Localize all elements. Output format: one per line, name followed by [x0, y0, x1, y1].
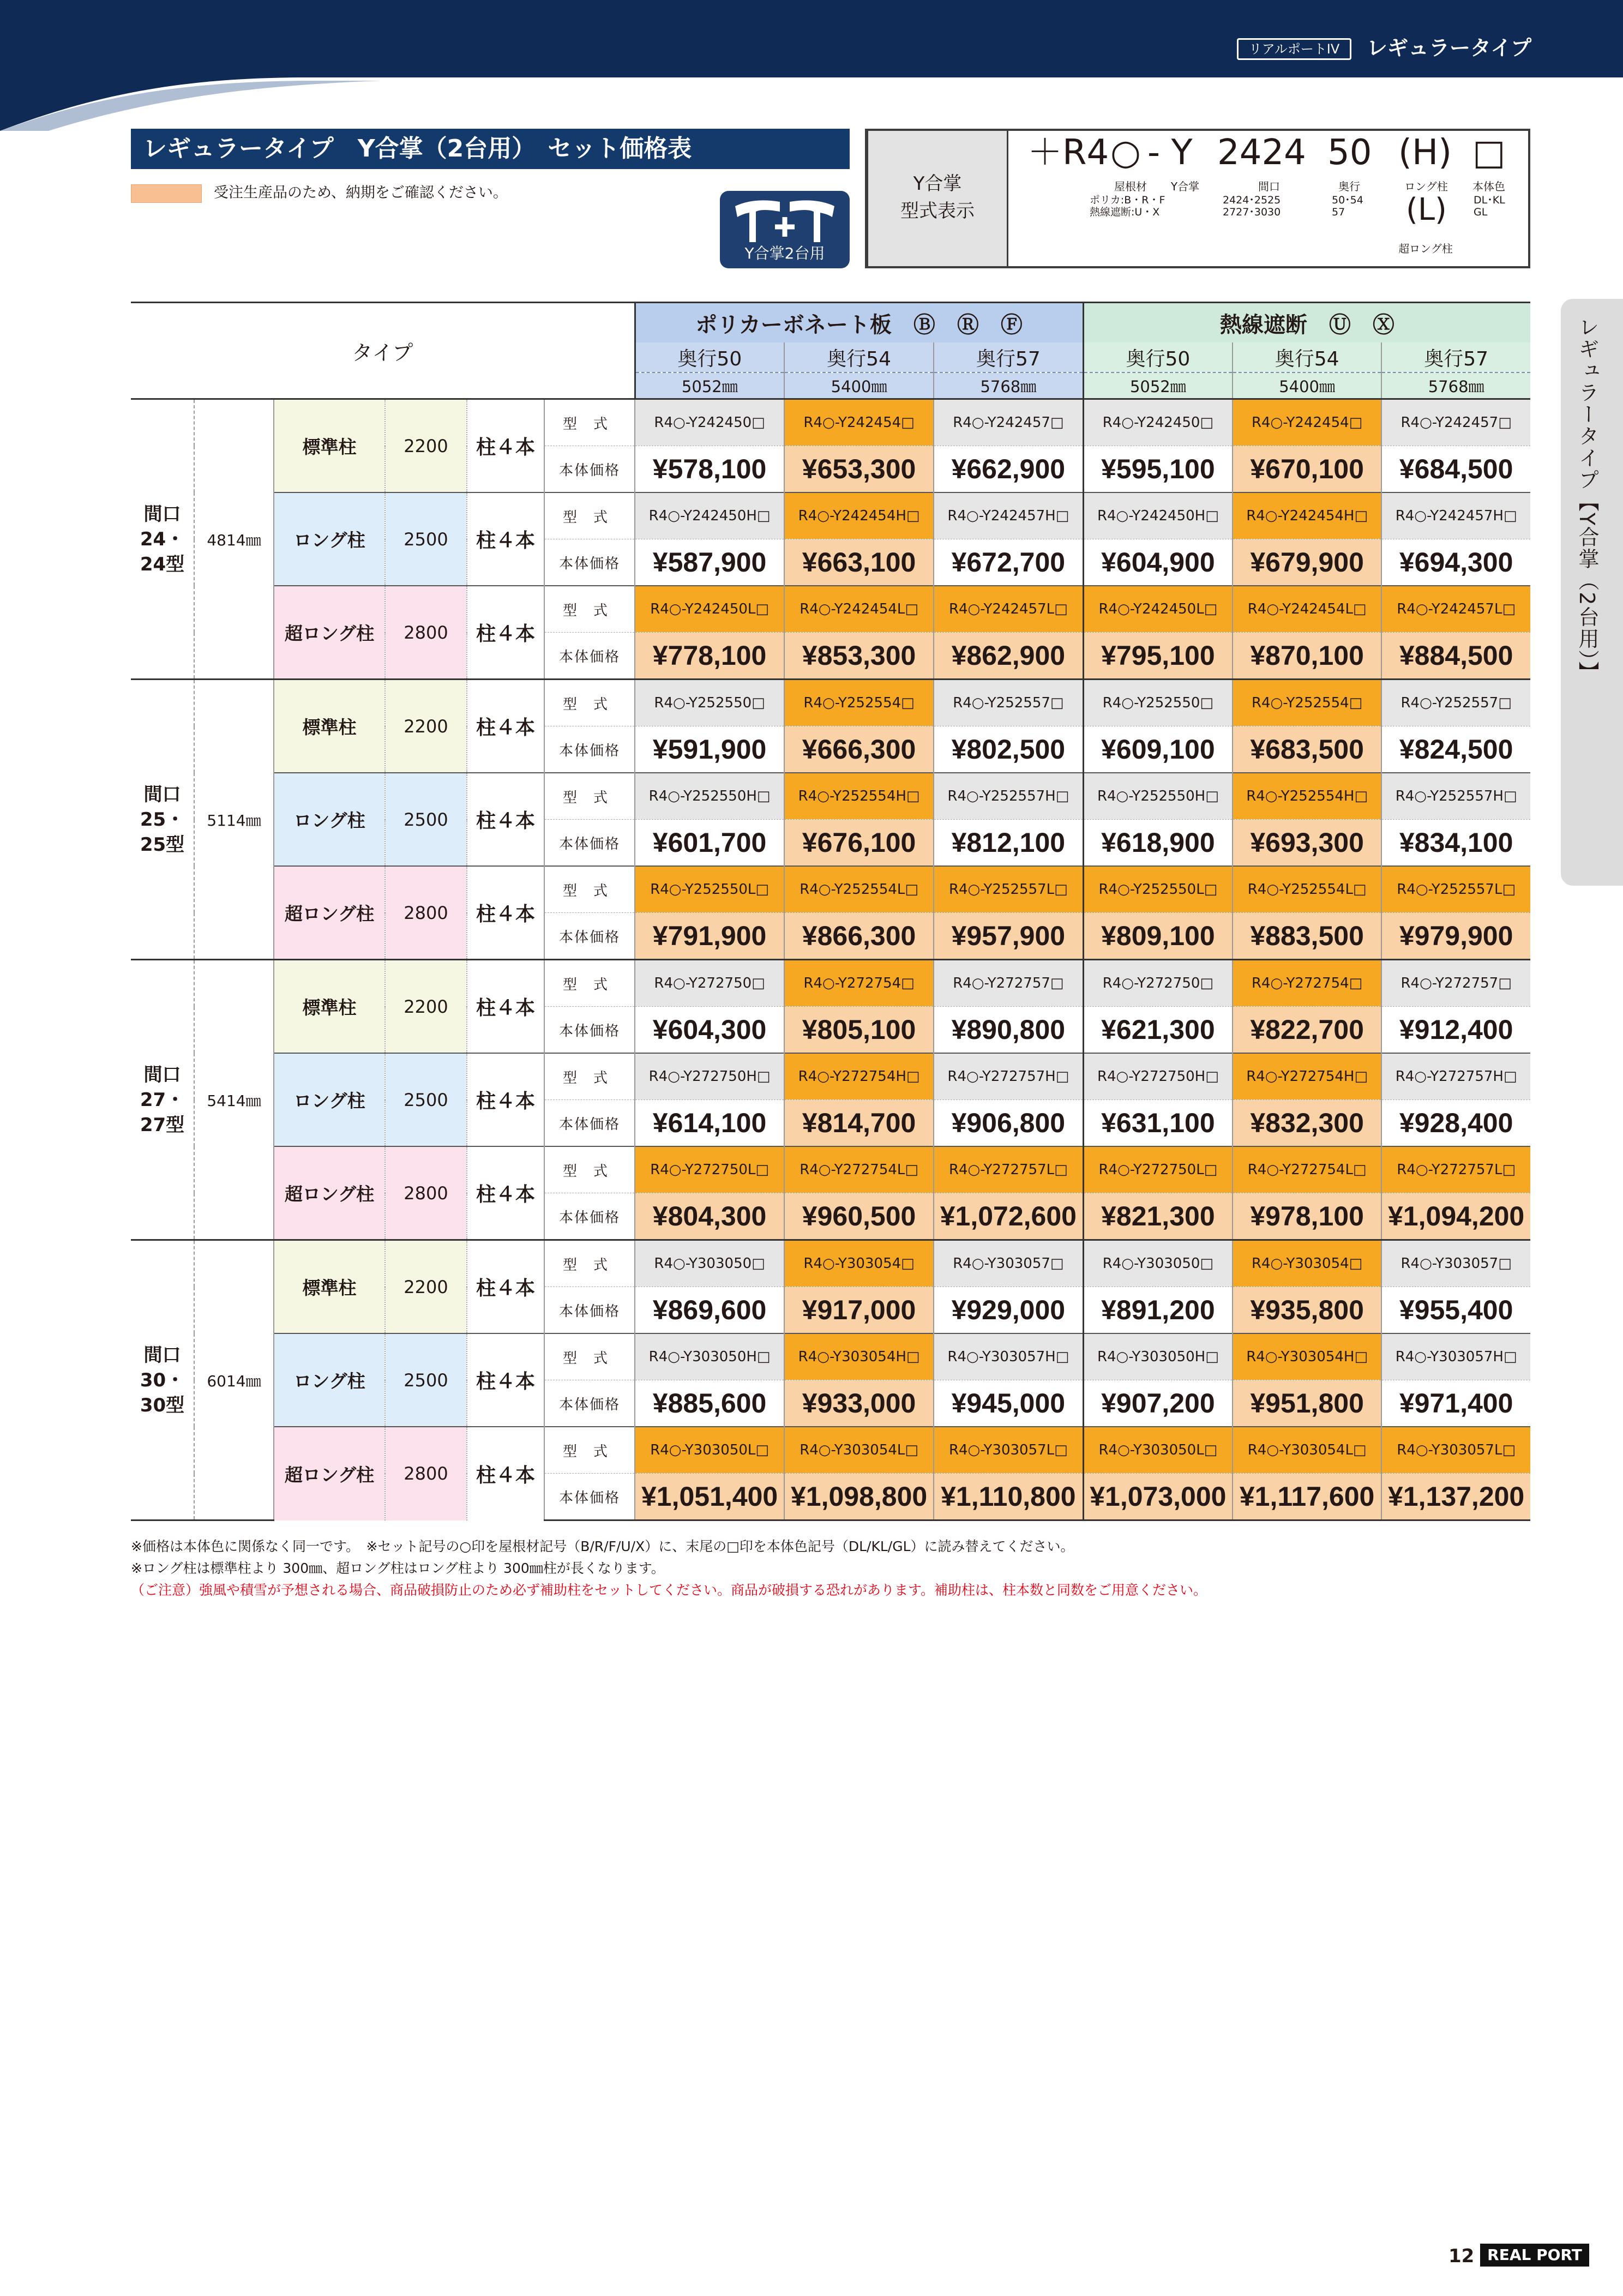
price-cell: ¥683,500	[1233, 726, 1381, 773]
price-cell: ¥812,100	[934, 820, 1083, 867]
price-cell: ¥869,600	[635, 1287, 784, 1334]
price-cell: ¥1,110,800	[934, 1474, 1083, 1520]
price-cell: ¥960,500	[784, 1193, 934, 1240]
pillar-count: 柱４本	[467, 1333, 544, 1427]
model-roof-circle: ○	[1110, 133, 1141, 173]
price-cell: ¥604,300	[635, 1007, 784, 1054]
depth-mm: 5768㎜	[1381, 372, 1530, 399]
pillar-count: 柱４本	[467, 1146, 544, 1240]
pillar-count: 柱４本	[467, 586, 544, 680]
model-code-cell: R4○-Y252550H□	[635, 773, 784, 820]
lbl-roof-opts2: 熱線遮断:U・X	[1090, 206, 1160, 218]
span-size-label	[131, 399, 194, 680]
model-code-cell: R4○-Y252554L□	[784, 866, 934, 913]
model-code-cell: R4○-Y303057H□	[934, 1333, 1083, 1380]
price-cell: ¥604,900	[1083, 539, 1233, 586]
lbl-width: 間口	[1258, 180, 1280, 193]
model-code-box	[865, 129, 1530, 268]
span-width: 5414㎜	[194, 960, 274, 1240]
price-cell: ¥890,800	[934, 1007, 1083, 1054]
pillar-height: 2500	[385, 492, 467, 586]
price-cell: ¥832,300	[1233, 1100, 1381, 1147]
model-code-cell: R4○-Y303054H□	[1233, 1333, 1381, 1380]
model-code-cell: R4○-Y252550L□	[1083, 866, 1233, 913]
model-code-cell: R4○-Y242454L□	[1233, 586, 1381, 633]
pillar-height: 2800	[385, 866, 467, 960]
pillar-height: 2800	[385, 586, 467, 680]
model-long: (H)	[1398, 133, 1452, 173]
model-row-label: 型式	[544, 1146, 635, 1193]
price-cell: ¥951,800	[1233, 1380, 1381, 1427]
model-code-cell: R4○-Y272750□	[635, 960, 784, 1007]
pillar-count: 柱４本	[467, 773, 544, 866]
span-size-line: 30型	[140, 1394, 185, 1416]
price-cell: ¥884,500	[1381, 633, 1530, 680]
table-row	[131, 866, 1530, 913]
price-row-label: 本体価格	[544, 1380, 635, 1427]
price-row-label: 本体価格	[544, 1193, 635, 1240]
model-row-label: 型式	[544, 866, 635, 913]
model-code-cell: R4○-Y303057L□	[934, 1427, 1083, 1474]
model-code-cell: R4○-Y272757□	[1381, 960, 1530, 1007]
model-code-cell: R4○-Y252557□	[934, 680, 1083, 726]
price-cell: ¥663,100	[784, 539, 934, 586]
price-cell: ¥862,900	[934, 633, 1083, 680]
badge-label: Y合掌2台用	[744, 244, 825, 262]
model-code-cell: R4○-Y272754H□	[784, 1053, 934, 1100]
model-code-cell: R4○-Y272750L□	[1083, 1146, 1233, 1193]
model-code-cell: R4○-Y272757□	[934, 960, 1083, 1007]
price-cell: ¥906,800	[934, 1100, 1083, 1147]
price-table	[131, 302, 1530, 1521]
table-row	[131, 1146, 1530, 1193]
model-code-cell: R4○-Y242454L□	[784, 586, 934, 633]
table-row	[131, 399, 1530, 446]
model-color-box: □	[1472, 133, 1506, 173]
price-row-label: 本体価格	[544, 633, 635, 680]
price-cell: ¥885,600	[635, 1380, 784, 1427]
y-carport-badge	[720, 191, 850, 268]
model-code-cell: R4○-Y303054L□	[1233, 1427, 1381, 1474]
model-code-label	[868, 131, 1008, 266]
model-row-label: 型式	[544, 1333, 635, 1380]
pillar-height: 2500	[385, 1333, 467, 1427]
price-cell: ¥609,100	[1083, 726, 1233, 773]
price-cell: ¥853,300	[784, 633, 934, 680]
price-cell: ¥928,400	[1381, 1100, 1530, 1147]
lbl-color-opts2: GL	[1474, 206, 1488, 218]
model-row-label: 型式	[544, 1427, 635, 1474]
pillar-type: 標準柱	[274, 399, 385, 493]
pillar-type: 標準柱	[274, 960, 385, 1054]
price-cell: ¥662,900	[934, 446, 1083, 493]
depth-header: 奥行54	[1233, 342, 1381, 372]
pillar-type: 標準柱	[274, 1240, 385, 1334]
model-code-cell: R4○-Y242457L□	[934, 586, 1083, 633]
model-code-cell: R4○-Y252554H□	[1233, 773, 1381, 820]
model-code-cell: R4○-Y242450L□	[1083, 586, 1233, 633]
footnotes	[131, 1536, 1207, 1601]
model-row-label: 型式	[544, 960, 635, 1007]
depth-mm: 5400㎜	[1233, 372, 1381, 399]
depth-header: 奥行50	[1083, 342, 1233, 372]
model-code-cell: R4○-Y272757H□	[1381, 1053, 1530, 1100]
price-cell: ¥694,300	[1381, 539, 1530, 586]
pillar-type: ロング柱	[274, 1333, 385, 1427]
span-width: 6014㎜	[194, 1240, 274, 1520]
price-cell: ¥978,100	[1233, 1193, 1381, 1240]
pillar-count: 柱４本	[467, 1240, 544, 1334]
price-cell: ¥821,300	[1083, 1193, 1233, 1240]
model-y: - Y	[1147, 133, 1193, 173]
model-label-line2: 型式表示	[900, 200, 975, 222]
price-row-label: 本体価格	[544, 446, 635, 493]
model-code-cell: R4○-Y303054□	[1233, 1240, 1381, 1287]
span-size-label	[131, 680, 194, 960]
model-code-cell: R4○-Y303050L□	[635, 1427, 784, 1474]
price-cell: ¥618,900	[1083, 820, 1233, 867]
lbl-depth-opts2: 57	[1332, 206, 1345, 218]
pillar-count: 柱４本	[467, 866, 544, 960]
lbl-width-opts2: 2727･3030	[1223, 206, 1281, 218]
price-cell: ¥1,072,600	[934, 1193, 1083, 1240]
model-code-cell: R4○-Y303050H□	[1083, 1333, 1233, 1380]
type-header: タイプ	[131, 303, 635, 399]
model-code-cell: R4○-Y242454□	[1233, 399, 1381, 446]
table-row	[131, 960, 1530, 1007]
pillar-count: 柱４本	[467, 492, 544, 586]
price-cell: ¥676,100	[784, 820, 934, 867]
model-code-cell: R4○-Y272757L□	[1381, 1146, 1530, 1193]
span-size-line: 間口	[143, 1063, 181, 1086]
model-code-cell: R4○-Y303057H□	[1381, 1333, 1530, 1380]
price-table-body	[131, 399, 1530, 1520]
model-code-cell: R4○-Y242450H□	[635, 492, 784, 539]
span-size-label	[131, 1240, 194, 1520]
lbl-y: Y合掌	[1170, 180, 1200, 193]
model-code-cell: R4○-Y272750□	[1083, 960, 1233, 1007]
model-row-label: 型式	[544, 586, 635, 633]
model-row-label: 型式	[544, 399, 635, 446]
model-code-cell: R4○-Y303057L□	[1381, 1427, 1530, 1474]
header-band	[0, 0, 1623, 131]
page-number: 12	[1448, 2245, 1475, 2267]
model-code-cell: R4○-Y242457H□	[934, 492, 1083, 539]
price-cell: ¥578,100	[635, 446, 784, 493]
price-cell: ¥1,137,200	[1381, 1474, 1530, 1520]
model-code-cell: R4○-Y272754□	[784, 960, 934, 1007]
table-row	[131, 1053, 1530, 1100]
span-size-line: 間口	[143, 503, 181, 525]
model-code-cell: R4○-Y272754H□	[1233, 1053, 1381, 1100]
price-cell: ¥805,100	[784, 1007, 934, 1054]
span-size-line: 27・	[140, 1089, 185, 1111]
model-code-cell: R4○-Y272754□	[1233, 960, 1381, 1007]
model-code-cell: R4○-Y303050□	[1083, 1240, 1233, 1287]
model-code-cell: R4○-Y242457□	[934, 399, 1083, 446]
price-cell: ¥1,098,800	[784, 1474, 934, 1520]
group-header-heat-shield: 熱線遮断 Ⓤ Ⓧ	[1083, 303, 1530, 343]
model-code-cell: R4○-Y272754L□	[784, 1146, 934, 1193]
price-cell: ¥933,000	[784, 1380, 934, 1427]
model-prefix: ＋R4	[1027, 133, 1109, 173]
model-code-cell: R4○-Y303057□	[934, 1240, 1083, 1287]
price-cell: ¥684,500	[1381, 446, 1530, 493]
model-code-cell: R4○-Y303054L□	[784, 1427, 934, 1474]
model-code-cell: R4○-Y272750L□	[635, 1146, 784, 1193]
pillar-type: 超ロング柱	[274, 1146, 385, 1240]
double-carport-icon	[732, 195, 838, 245]
page-title: レギュラータイプ Y合掌（2台用） セット価格表	[131, 129, 850, 169]
model-code-cell: R4○-Y242450□	[635, 399, 784, 446]
price-row-label: 本体価格	[544, 1474, 635, 1520]
depth-mm: 5052㎜	[1083, 372, 1233, 399]
lbl-roof: 屋根材	[1114, 180, 1147, 193]
price-cell: ¥621,300	[1083, 1007, 1233, 1054]
model-code-cell: R4○-Y252554L□	[1233, 866, 1381, 913]
pillar-height: 2200	[385, 680, 467, 773]
model-row-label: 型式	[544, 492, 635, 539]
price-cell: ¥891,200	[1083, 1287, 1233, 1334]
table-row	[131, 1427, 1530, 1474]
model-ultra: (L)	[1406, 192, 1447, 227]
pillar-type: 超ロング柱	[274, 586, 385, 680]
pillar-height: 2500	[385, 773, 467, 866]
lbl-color: 本体色	[1472, 180, 1505, 193]
price-row-label: 本体価格	[544, 539, 635, 586]
lbl-width-opts1: 2424･2525	[1223, 194, 1281, 206]
price-cell: ¥587,900	[635, 539, 784, 586]
price-cell: ¥653,300	[784, 446, 934, 493]
model-code-cell: R4○-Y272750H□	[635, 1053, 784, 1100]
pillar-type: 超ロング柱	[274, 1427, 385, 1520]
price-cell: ¥795,100	[1083, 633, 1233, 680]
price-cell: ¥957,900	[934, 913, 1083, 960]
model-code-cell: R4○-Y303054H□	[784, 1333, 934, 1380]
model-code-cell: R4○-Y242457□	[1381, 399, 1530, 446]
depth-header: 奥行50	[635, 342, 784, 372]
price-cell: ¥666,300	[784, 726, 934, 773]
model-code-cell: R4○-Y252557□	[1381, 680, 1530, 726]
model-code-cell: R4○-Y242454□	[784, 399, 934, 446]
span-width: 4814㎜	[194, 399, 274, 680]
price-cell: ¥791,900	[635, 913, 784, 960]
model-code-cell: R4○-Y242450L□	[635, 586, 784, 633]
span-size-line: 30・	[140, 1369, 185, 1391]
made-to-order-swatch	[131, 184, 202, 203]
price-row-label: 本体価格	[544, 913, 635, 960]
price-cell: ¥822,700	[1233, 1007, 1381, 1054]
table-row	[131, 1333, 1530, 1380]
pillar-count: 柱４本	[467, 1053, 544, 1146]
table-row	[131, 773, 1530, 820]
price-cell: ¥1,051,400	[635, 1474, 784, 1520]
model-code-cell: R4○-Y252550□	[635, 680, 784, 726]
model-row-label: 型式	[544, 680, 635, 726]
price-cell: ¥1,117,600	[1233, 1474, 1381, 1520]
price-row-label: 本体価格	[544, 820, 635, 867]
model-code-cell: R4○-Y242450□	[1083, 399, 1233, 446]
span-size-line: 25型	[140, 833, 185, 856]
series-tag: リアルポートIV	[1237, 38, 1351, 60]
model-code-cell: R4○-Y303057□	[1381, 1240, 1530, 1287]
price-cell: ¥601,700	[635, 820, 784, 867]
pillar-type: ロング柱	[274, 492, 385, 586]
depth-header: 奥行57	[1381, 342, 1530, 372]
pillar-type: 超ロング柱	[274, 866, 385, 960]
table-row	[131, 680, 1530, 726]
price-cell: ¥929,000	[934, 1287, 1083, 1334]
model-depth: 50	[1327, 133, 1372, 173]
model-code-cell: R4○-Y242454H□	[784, 492, 934, 539]
model-size: 2424	[1217, 133, 1306, 173]
price-row-label: 本体価格	[544, 1007, 635, 1054]
span-size-line: 24型	[140, 553, 185, 575]
lbl-long: ロング柱	[1404, 180, 1448, 193]
price-cell: ¥935,800	[1233, 1287, 1381, 1334]
pillar-height: 2800	[385, 1146, 467, 1240]
model-code-cell: R4○-Y303050H□	[635, 1333, 784, 1380]
price-cell: ¥1,073,000	[1083, 1474, 1233, 1520]
lbl-color-opts1: DL･KL	[1474, 194, 1505, 206]
pillar-type: 標準柱	[274, 680, 385, 773]
table-row	[131, 1240, 1530, 1287]
model-code-cell: R4○-Y303050L□	[1083, 1427, 1233, 1474]
price-cell: ¥907,200	[1083, 1380, 1233, 1427]
lbl-depth: 奥行	[1338, 180, 1360, 193]
price-cell: ¥971,400	[1381, 1380, 1530, 1427]
price-cell: ¥591,900	[635, 726, 784, 773]
price-cell: ¥917,000	[784, 1287, 934, 1334]
lbl-ultra: 超ロング柱	[1398, 242, 1453, 255]
price-cell: ¥1,094,200	[1381, 1193, 1530, 1240]
model-row-label: 型式	[544, 1240, 635, 1287]
model-code-cell: R4○-Y252554H□	[784, 773, 934, 820]
model-code-cell: R4○-Y303054□	[784, 1240, 934, 1287]
price-cell: ¥679,900	[1233, 539, 1381, 586]
model-code-cell: R4○-Y242450H□	[1083, 492, 1233, 539]
caution-note: （ご注意）強風や積雪が予想される場合、商品破損防止のため必ず補助柱をセットしてください。商品が破損する恐れがあります。補助柱は、柱本数と同数をご用意ください。	[131, 1582, 1207, 1598]
price-cell: ¥778,100	[635, 633, 784, 680]
price-cell: ¥670,100	[1233, 446, 1381, 493]
price-cell: ¥693,300	[1233, 820, 1381, 867]
model-code-cell: R4○-Y242457H□	[1381, 492, 1530, 539]
model-code-cell: R4○-Y242454H□	[1233, 492, 1381, 539]
span-size-line: 27型	[140, 1114, 185, 1136]
lbl-roof-opts1: ポリカ:B・R・F	[1090, 194, 1165, 206]
depth-mm: 5400㎜	[784, 372, 934, 399]
price-cell: ¥866,300	[784, 913, 934, 960]
span-size-line: 25・	[140, 808, 185, 831]
price-cell: ¥945,000	[934, 1380, 1083, 1427]
model-code-cell: R4○-Y272754L□	[1233, 1146, 1381, 1193]
price-cell: ¥883,500	[1233, 913, 1381, 960]
model-code-cell: R4○-Y272750H□	[1083, 1053, 1233, 1100]
model-code-cell: R4○-Y252557L□	[934, 866, 1083, 913]
pillar-count: 柱４本	[467, 680, 544, 773]
pillar-height: 2800	[385, 1427, 467, 1520]
span-size-line: 24・	[140, 528, 185, 550]
model-row-label: 型式	[544, 1053, 635, 1100]
model-row-label: 型式	[544, 773, 635, 820]
note-line-2: ※ロング柱は標準柱より 300㎜、超ロング柱はロング柱より 300㎜柱が長くなります。	[131, 1560, 665, 1576]
model-code-cell: R4○-Y252554□	[1233, 680, 1381, 726]
span-width: 5114㎜	[194, 680, 274, 960]
depth-mm: 5768㎜	[934, 372, 1083, 399]
pillar-height: 2500	[385, 1053, 467, 1146]
table-row	[131, 492, 1530, 539]
note-line-1: ※価格は本体色に関係なく同一です。 ※セット記号の○印を屋根材記号（B/R/F/U/X）に、末尾の□印を本体色記号（DL/KL/GL）に読み替えてください。	[131, 1538, 1074, 1554]
price-cell: ¥595,100	[1083, 446, 1233, 493]
price-cell: ¥614,100	[635, 1100, 784, 1147]
price-cell: ¥631,100	[1083, 1100, 1233, 1147]
price-cell: ¥809,100	[1083, 913, 1233, 960]
made-to-order-legend: 受注生産品のため、納期をご確認ください。	[214, 184, 508, 201]
price-row-label: 本体価格	[544, 726, 635, 773]
span-size-line: 間口	[143, 783, 181, 806]
depth-header: 奥行57	[934, 342, 1083, 372]
span-size-line: 間口	[143, 1344, 181, 1366]
model-code-cell: R4○-Y252557H□	[1381, 773, 1530, 820]
model-code-cell: R4○-Y252550H□	[1083, 773, 1233, 820]
price-row-label: 本体価格	[544, 1287, 635, 1334]
depth-header: 奥行54	[784, 342, 934, 372]
pillar-height: 2200	[385, 1240, 467, 1334]
header-title: レギュラータイプ	[1367, 36, 1532, 60]
model-code-cell: R4○-Y252550L□	[635, 866, 784, 913]
header-wave-graphic	[0, 0, 1623, 131]
model-label-line1: Y合掌	[913, 173, 962, 195]
price-cell: ¥955,400	[1381, 1287, 1530, 1334]
pillar-height: 2200	[385, 960, 467, 1054]
side-tab-label: レギュラータイプ【Y合掌（2台用）】	[1575, 316, 1599, 683]
price-cell: ¥834,100	[1381, 820, 1530, 867]
pillar-count: 柱４本	[467, 960, 544, 1054]
model-code-cell: R4○-Y272757L□	[934, 1146, 1083, 1193]
pillar-type: ロング柱	[274, 773, 385, 866]
pillar-height: 2200	[385, 399, 467, 493]
pillar-count: 柱４本	[467, 399, 544, 493]
pillar-type: ロング柱	[274, 1053, 385, 1146]
model-code-cell: R4○-Y303050□	[635, 1240, 784, 1287]
price-cell: ¥672,700	[934, 539, 1083, 586]
pillar-count: 柱４本	[467, 1427, 544, 1520]
group-header-polycarbonate: ポリカーボネート板 Ⓑ Ⓡ Ⓕ	[635, 303, 1083, 343]
span-size-label	[131, 960, 194, 1240]
price-cell: ¥814,700	[784, 1100, 934, 1147]
price-row-label: 本体価格	[544, 1100, 635, 1147]
model-code-cell: R4○-Y252550□	[1083, 680, 1233, 726]
price-cell: ¥870,100	[1233, 633, 1381, 680]
model-code-cell: R4○-Y242457L□	[1381, 586, 1530, 633]
price-cell: ¥912,400	[1381, 1007, 1530, 1054]
model-code-cell: R4○-Y272757H□	[934, 1053, 1083, 1100]
model-code-cell: R4○-Y252554□	[784, 680, 934, 726]
price-cell: ¥979,900	[1381, 913, 1530, 960]
price-cell: ¥804,300	[635, 1193, 784, 1240]
model-code-cell: R4○-Y252557H□	[934, 773, 1083, 820]
model-code-cell: R4○-Y252557L□	[1381, 866, 1530, 913]
lbl-depth-opts1: 50･54	[1332, 194, 1363, 206]
brand-label: REAL PORT IV	[1480, 2244, 1589, 2267]
price-cell: ¥824,500	[1381, 726, 1530, 773]
price-cell: ¥802,500	[934, 726, 1083, 773]
table-row	[131, 586, 1530, 633]
depth-mm: 5052㎜	[635, 372, 784, 399]
